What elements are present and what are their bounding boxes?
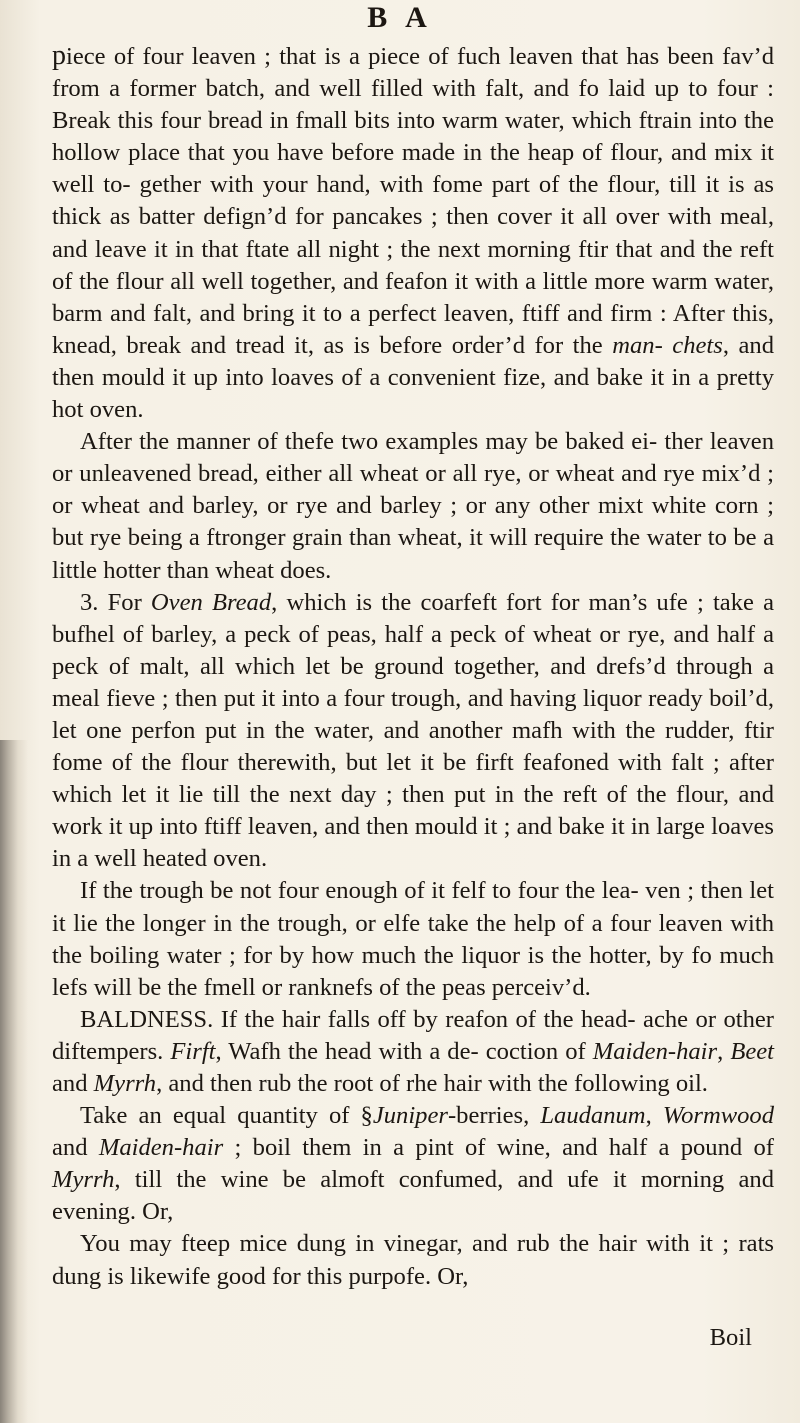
italic-text-run: Maiden-hair — [98, 1134, 224, 1162]
text-run: , and then rub the root of rhe hair with the following oil. — [156, 1070, 708, 1097]
text-run: and — [52, 1070, 94, 1097]
text-run: If the trough be not four enough of it felf to four the lea- ven ; then let it lie the longer in the trough, or elfe take the help of a four leaven with the boiling water ; for by how much the liquor is the hotter, by fo much lefs will be the fmell or ranknefs of the peas perceiv’d. — [52, 877, 774, 1001]
page-body — [52, 40, 774, 1293]
text-run: , and then mould it up into loaves of a convenient fize, and bake it in a pretty hot oven. — [52, 331, 774, 424]
text-run: ; boil them in a pint of wine, and half a pound of — [223, 1134, 774, 1162]
text-run: , which is the coarfeft fort for man’s ufe ; take a bufhel of barley, a peck of peas, half a peck of wheat or rye, and half a peck of malt, all which let be ground together, and drefs’d through a meal fieve ; then put it into a four trough, and having liquor ready boil’d, let one perfon put in the water, and another mafh with the rudder, ftir fome of the flour therewith, but let it be firft feafoned with falt ; after which let it lie till the next day ; then put in the reft of the flour, and work it up into ftiff leaven, and then mould it ; and bake it in large loaves in a well heated oven. — [52, 588, 774, 873]
paragraph-4 — [52, 875, 774, 1003]
italic-text-run: Laudanum — [540, 1102, 646, 1130]
running-header: B A — [367, 1, 433, 34]
italic-text-run: Wormwood — [662, 1102, 774, 1130]
binding-gutter-shadow — [0, 740, 28, 1423]
italic-text-run: Myrrh — [52, 1166, 115, 1194]
paragraph-oven-bread — [52, 587, 774, 876]
text-run: BALDNESS. If the hair falls off by reafon of the head- ache or other diftempers. — [52, 1005, 774, 1065]
text-run: and — [52, 1134, 99, 1162]
text-run: 3. For — [80, 588, 151, 616]
text-run: After the manner of thefe two examples may be baked ei- ther leaven or unleavened bread, either all wheat or all rye, or wheat and rye mix’d ; or wheat and barley, or rye and barley ; or any other mixt white corn ; but rye being a ftronger grain than wheat, it will require the water to be a little hotter than wheat does. — [52, 428, 774, 584]
paragraph-baldness — [52, 1004, 774, 1100]
text-run: You may fteep mice dung in vinegar, and rub the hair with it ; rats dung is likewife good for this purpofe. Or, — [52, 1230, 774, 1290]
text-run: Take an equal quantity of § — [80, 1102, 373, 1130]
italic-text-run: man- chets — [612, 331, 723, 359]
italic-text-run: Beet — [730, 1037, 775, 1065]
text-run: -berries, — [447, 1102, 541, 1130]
paragraph-mice-dung — [52, 1228, 774, 1292]
text-run: , — [717, 1037, 731, 1065]
paragraph-recipe-oil — [52, 1100, 774, 1228]
italic-text-run: Myrrh — [93, 1070, 157, 1097]
text-run: , — [645, 1102, 663, 1130]
italic-text-run: Firft — [170, 1037, 216, 1065]
catchword: Boil — [709, 1324, 752, 1351]
italic-text-run: Juniper — [372, 1102, 448, 1130]
text-run: , Wafh the head with a de- coction of — [215, 1037, 593, 1065]
paragraph-1 — [52, 40, 774, 426]
paragraph-2 — [52, 426, 774, 586]
italic-text-run: Oven Bread — [150, 588, 272, 616]
italic-text-run: Maiden-hair — [592, 1037, 718, 1065]
text-run: , till the wine be almoft confumed, and ufe it morning and evening. Or, — [52, 1166, 774, 1226]
text-run: piece of four leaven ; that is a piece of fuch leaven that has been fav’d from a former batch, and well filled with falt, and fo laid up to four : Break this four bread in fmall bits into warm water, which ftrain into the hollow place that you have before made in the heap of flour, and mix it well to- gether with your hand, with fome part of the flour, till it is as thick as batter defign’d for pancakes ; then cover it all over with meal, and leave it in that ftate all night ; the next morning ftir that and the reft of the flour all well together, and feafon it with a little more warm water, barm and falt, and bring it to a perfect leaven, ftiff and firm : After this, knead, break and tread it, as is before order’d for the — [52, 40, 774, 359]
